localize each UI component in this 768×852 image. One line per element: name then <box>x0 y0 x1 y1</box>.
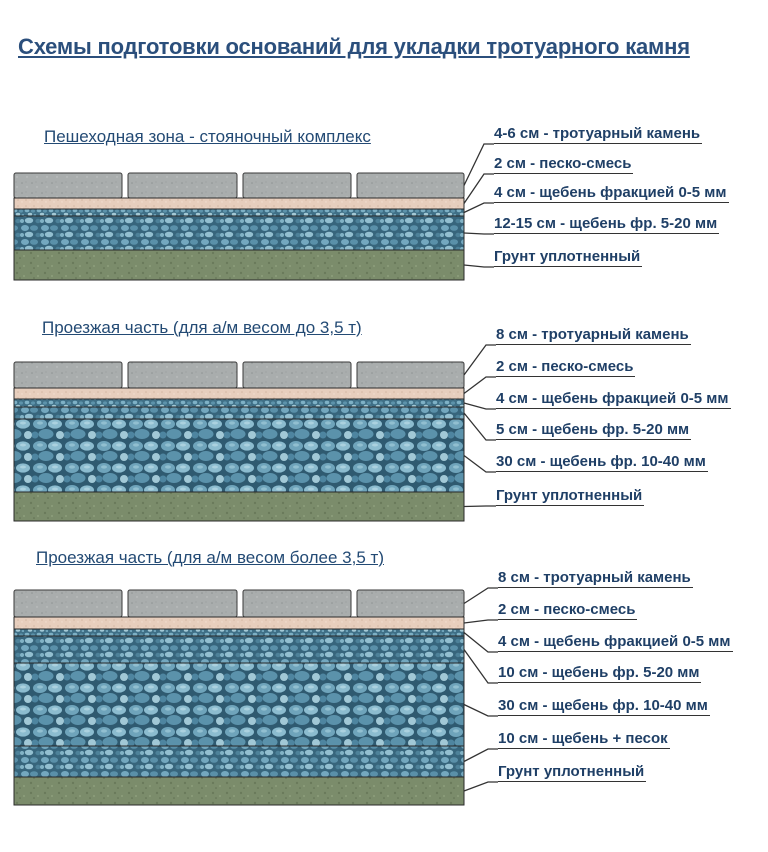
layer-soil-1 <box>14 250 464 280</box>
layer-label-soil: Грунт уплотненный <box>494 248 641 265</box>
layer-coarse-gravel-2 <box>14 419 464 492</box>
layer-fine-gravel-1 <box>14 209 464 216</box>
layer-sand-3 <box>14 617 464 629</box>
layer-label-soil: Грунт уплотненный <box>496 487 643 504</box>
paving-stone-block <box>357 362 464 388</box>
leader-line <box>464 456 496 473</box>
leader-line <box>464 749 498 762</box>
layer-label-soil: Грунт уплотненный <box>498 763 645 780</box>
leader-line <box>464 633 498 653</box>
layer-label-gravel-sand: 10 см - щебень + песок <box>498 730 668 747</box>
layer-label-fine-gravel: 4 см - щебень фракцией 0-5 мм <box>496 390 729 407</box>
leader-line <box>464 403 496 409</box>
paving-stone-block <box>14 362 122 388</box>
section-title-heavy-traffic: Проезжая часть (для а/м весом более 3,5 т) <box>36 548 384 567</box>
paving-stone-block <box>128 173 237 198</box>
leader-line <box>464 620 498 623</box>
leader-line <box>464 233 494 234</box>
layer-label-stone: 8 см - тротуарный камень <box>496 326 689 343</box>
paving-stone-block <box>243 590 351 617</box>
layer-gravel-2 <box>14 407 464 419</box>
paving-stone-block <box>14 173 122 198</box>
layer-label-stone: 8 см - тротуарный камень <box>498 569 691 586</box>
layer-fine-gravel-2 <box>14 399 464 407</box>
leader-line <box>464 345 496 375</box>
leader-line <box>464 413 496 440</box>
leader-line <box>464 265 494 267</box>
paving-stone-block <box>243 362 351 388</box>
paving-stone-block <box>357 590 464 617</box>
layer-fine-gravel-3 <box>14 629 464 636</box>
leader-line <box>464 377 496 394</box>
layer-label-fine-gravel: 4 см - щебень фракцией 0-5 мм <box>494 184 727 201</box>
layer-coarse-gravel-3 <box>14 663 464 746</box>
layer-label-coarse-gravel: 30 см - щебень фр. 10-40 мм <box>496 453 706 470</box>
leader-line <box>464 144 494 186</box>
layer-soil-3 <box>14 777 464 805</box>
paving-stone-block <box>128 362 237 388</box>
layer-label-gravel: 12-15 см - щебень фр. 5-20 мм <box>494 215 718 232</box>
layer-label-stone: 4-6 см - тротуарный камень <box>494 125 701 142</box>
layer-gravel-1 <box>14 216 464 250</box>
layer-gravel-sand-3 <box>14 746 464 777</box>
leader-line <box>464 203 494 213</box>
paving-stone-block <box>243 173 351 198</box>
paving-stone-block <box>14 590 122 617</box>
section-title-light-traffic: Проезжая часть (для а/м весом до 3,5 т) <box>42 318 362 337</box>
layer-label-gravel: 5 см - щебень фр. 5-20 мм <box>496 421 690 438</box>
layer-label-sand: 2 см - песко-смесь <box>498 601 636 618</box>
page-title: Схемы подготовки оснований для укладки тротуарного камня <box>18 34 690 59</box>
layer-label-fine-gravel: 4 см - щебень фракцией 0-5 мм <box>498 633 731 650</box>
layer-soil-2 <box>14 492 464 521</box>
leader-line <box>464 174 494 204</box>
leader-line <box>464 506 496 507</box>
leader-line <box>464 650 498 684</box>
leader-line <box>464 782 498 791</box>
layer-sand-1 <box>14 198 464 209</box>
layer-label-coarse-gravel: 30 см - щебень фр. 10-40 мм <box>498 697 708 714</box>
layer-gravel-3 <box>14 636 464 663</box>
paving-stone-block <box>357 173 464 198</box>
layer-sand-2 <box>14 388 464 399</box>
layer-label-sand: 2 см - песко-смесь <box>494 155 632 172</box>
layer-label-gravel: 10 см - щебень фр. 5-20 мм <box>498 664 700 681</box>
section-title-pedestrian: Пешеходная зона - стояночный комплекс <box>44 127 371 146</box>
layer-label-sand: 2 см - песко-смесь <box>496 358 634 375</box>
leader-line <box>464 705 498 717</box>
leader-line <box>464 588 498 604</box>
paving-stone-block <box>128 590 237 617</box>
